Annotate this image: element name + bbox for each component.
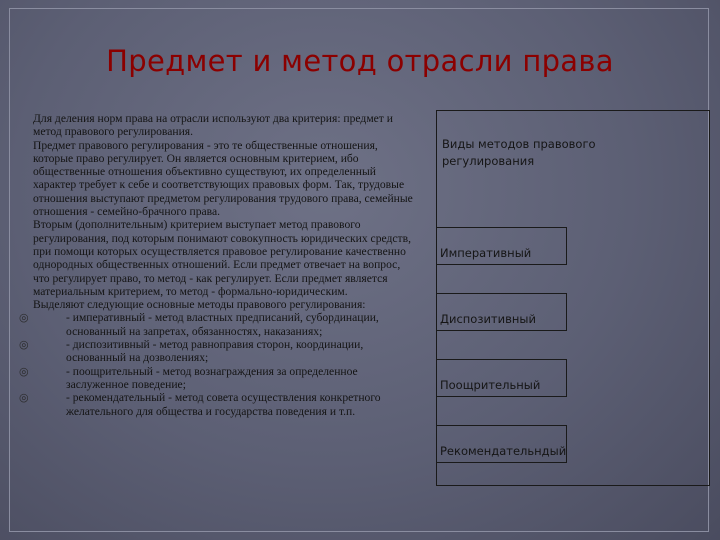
diagram-main-label: Виды методов правового регулирования <box>442 137 596 168</box>
paragraph: Предмет правового регулирования - это те общественные отношения, которые право регулирует. Он является основным критерием, ибо общественные отношения объективно существуют, их определенный характер требует к себе и соответствующих правовых форм. Так, трудовые отношения выступают предметом регулирования трудового права, семейные отношения - семейно-брачного права. <box>33 138 413 219</box>
diagram-item-label: Императивный <box>440 246 532 260</box>
paragraph: Для деления норм права на отрасли используют два критерия: предмет и метод правового регулирования. <box>33 112 393 139</box>
diagram-item-box <box>436 293 567 331</box>
diagram-item-box <box>436 425 567 463</box>
list-item-text: - императивный - метод властных предписаний, субординации, основанный на запретах, обязанностях, наказаниях; <box>66 311 379 338</box>
bullet-icon: ◎ <box>19 338 29 352</box>
list-item-text: - диспозитивный - метод равноправия сторон, координации, основанный на дозволениях; <box>66 338 364 365</box>
list-item <box>19 338 413 365</box>
method-bullet-list <box>19 311 413 418</box>
body-text <box>19 112 413 418</box>
paragraph: Вторым (дополнительным) критерием выступает метод правового регулирования, под которым понимают совокупность юридических средств, при помощи которых осуществляется правовое регулирование качественно однородных общественных отношений. Если предмет отвечает на вопрос, что регулирует право, то метод - как регулирует. Если предмет является материальным критерием, то метод - формально-юридическим. <box>33 218 411 298</box>
list-item <box>19 391 413 418</box>
diagram-item-label: Диспозитивный <box>440 312 536 326</box>
diagram-item-label: Поощрительный <box>440 378 541 392</box>
bullet-icon: ◎ <box>19 391 29 405</box>
list-item-text: - поощрительный - метод вознаграждения за определенное заслуженное поведение; <box>66 364 358 391</box>
list-item <box>19 364 413 392</box>
paragraph: Выделяют следующие основные методы правового регулирования: <box>33 298 366 312</box>
slide-title: Предмет и метод отрасли права <box>106 44 614 78</box>
diagram-item-box <box>436 227 567 265</box>
list-item <box>19 311 413 338</box>
bullet-icon: ◎ <box>19 364 29 378</box>
diagram-item-box <box>436 359 567 397</box>
list-item-text: - рекомендательный - метод совета осуществления конкретного желательного для общества и государства поведения и т.п. <box>66 391 381 418</box>
diagram-item-label: Рекомендательндый <box>440 444 567 458</box>
bullet-icon: ◎ <box>19 311 29 325</box>
